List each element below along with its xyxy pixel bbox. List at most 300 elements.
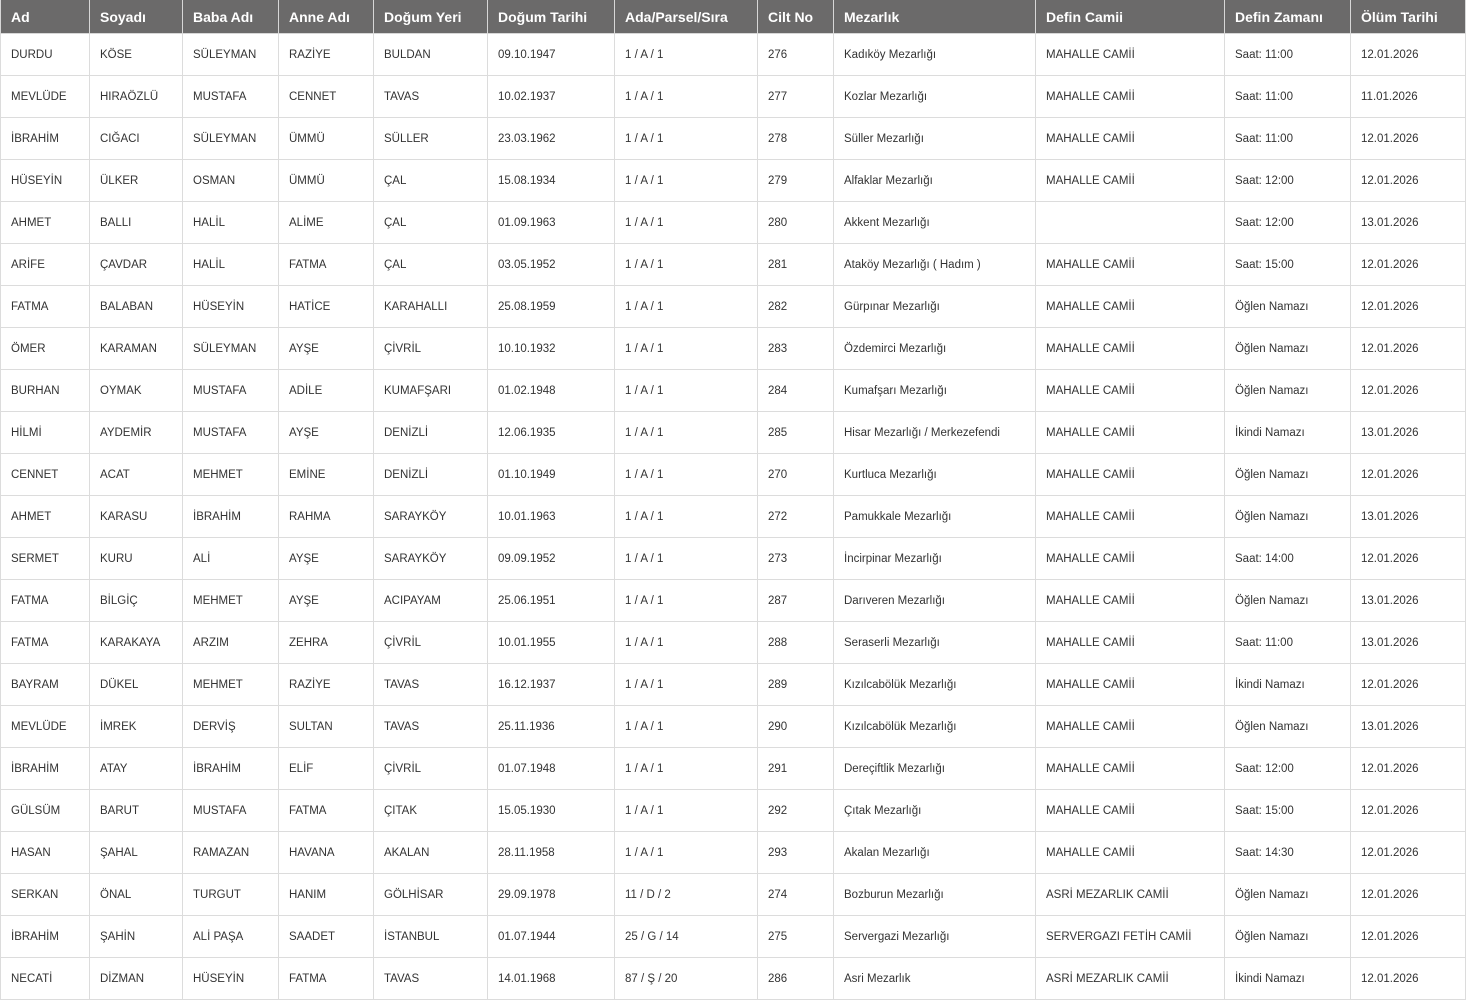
cell-funeral-time: İkindi Namazı — [1225, 412, 1351, 454]
cell-cilt-no: 290 — [758, 706, 834, 748]
table-row — [1, 622, 1466, 664]
cell-cemetery: Bozburun Mezarlığı — [834, 874, 1036, 916]
cell-surname: ŞAHAL — [90, 832, 183, 874]
cell-surname: DÜKEL — [90, 664, 183, 706]
table-row — [1, 454, 1466, 496]
cell-surname: BİLGİÇ — [90, 580, 183, 622]
cell-father-name: MEHMET — [183, 580, 279, 622]
cell-funeral-mosque: MAHALLE CAMİİ — [1036, 328, 1225, 370]
cell-father-name: HÜSEYİN — [183, 286, 279, 328]
cell-father-name: MUSTAFA — [183, 412, 279, 454]
cell-ada-parsel-sira: 1 / A / 1 — [615, 370, 758, 412]
cell-birth-date: 15.08.1934 — [488, 160, 615, 202]
cell-birth-place: ÇİVRİL — [374, 622, 488, 664]
cell-funeral-time: Öğlen Namazı — [1225, 580, 1351, 622]
cell-birth-date: 01.10.1949 — [488, 454, 615, 496]
cell-cilt-no: 292 — [758, 790, 834, 832]
cell-ada-parsel-sira: 1 / A / 1 — [615, 748, 758, 790]
cell-ada-parsel-sira: 1 / A / 1 — [615, 118, 758, 160]
cell-cilt-no: 277 — [758, 76, 834, 118]
cell-first-name: İBRAHİM — [1, 916, 90, 958]
cell-father-name: MEHMET — [183, 664, 279, 706]
cell-first-name: AHMET — [1, 496, 90, 538]
table-row — [1, 202, 1466, 244]
cell-cilt-no: 270 — [758, 454, 834, 496]
table-row — [1, 286, 1466, 328]
cell-death-date: 12.01.2026 — [1351, 118, 1466, 160]
cell-first-name: ARİFE — [1, 244, 90, 286]
cell-birth-date: 29.09.1978 — [488, 874, 615, 916]
cell-birth-place: ÇİVRİL — [374, 748, 488, 790]
cell-surname: KURU — [90, 538, 183, 580]
cell-death-date: 12.01.2026 — [1351, 790, 1466, 832]
cell-birth-date: 25.08.1959 — [488, 286, 615, 328]
cell-funeral-time: Saat: 11:00 — [1225, 622, 1351, 664]
cell-cemetery: Çıtak Mezarlığı — [834, 790, 1036, 832]
cell-death-date: 12.01.2026 — [1351, 958, 1466, 1000]
cell-father-name: OSMAN — [183, 160, 279, 202]
cell-surname: BALLI — [90, 202, 183, 244]
cell-death-date: 13.01.2026 — [1351, 706, 1466, 748]
cell-funeral-mosque — [1036, 202, 1225, 244]
cell-birth-place: TAVAS — [374, 76, 488, 118]
table-row — [1, 370, 1466, 412]
cell-birth-date: 14.01.1968 — [488, 958, 615, 1000]
cell-funeral-mosque: MAHALLE CAMİİ — [1036, 160, 1225, 202]
cell-birth-date: 10.02.1937 — [488, 76, 615, 118]
cell-mother-name: ELİF — [279, 748, 374, 790]
cell-surname: ACAT — [90, 454, 183, 496]
cell-birth-place: SARAYKÖY — [374, 496, 488, 538]
cell-funeral-time: Öğlen Namazı — [1225, 328, 1351, 370]
column-header-mother-name: Anne Adı — [279, 0, 374, 34]
table-header-row — [1, 0, 1466, 34]
column-header-funeral-mosque: Defin Camii — [1036, 0, 1225, 34]
cell-surname: KARASU — [90, 496, 183, 538]
cell-ada-parsel-sira: 1 / A / 1 — [615, 538, 758, 580]
cell-surname: ÖNAL — [90, 874, 183, 916]
cell-death-date: 12.01.2026 — [1351, 748, 1466, 790]
cell-cemetery: Ataköy Mezarlığı ( Hadım ) — [834, 244, 1036, 286]
cell-cemetery: Kızılcabölük Mezarlığı — [834, 706, 1036, 748]
cell-cemetery: Asri Mezarlık — [834, 958, 1036, 1000]
cell-cemetery: Darıveren Mezarlığı — [834, 580, 1036, 622]
cell-first-name: MEVLÜDE — [1, 706, 90, 748]
column-header-cemetery: Mezarlık — [834, 0, 1036, 34]
cell-birth-date: 09.10.1947 — [488, 34, 615, 76]
cell-father-name: İBRAHİM — [183, 496, 279, 538]
cell-mother-name: AYŞE — [279, 538, 374, 580]
cell-first-name: HASAN — [1, 832, 90, 874]
cell-first-name: SERKAN — [1, 874, 90, 916]
cell-ada-parsel-sira: 1 / A / 1 — [615, 664, 758, 706]
cell-funeral-time: Saat: 12:00 — [1225, 160, 1351, 202]
cell-father-name: TURGUT — [183, 874, 279, 916]
cell-birth-date: 23.03.1962 — [488, 118, 615, 160]
cell-funeral-mosque: MAHALLE CAMİİ — [1036, 370, 1225, 412]
table-row — [1, 244, 1466, 286]
cell-mother-name: ADİLE — [279, 370, 374, 412]
cell-cemetery: Kurtluca Mezarlığı — [834, 454, 1036, 496]
cell-cilt-no: 289 — [758, 664, 834, 706]
cell-mother-name: AYŞE — [279, 328, 374, 370]
cell-cemetery: Akalan Mezarlığı — [834, 832, 1036, 874]
cell-mother-name: EMİNE — [279, 454, 374, 496]
cell-birth-place: ÇAL — [374, 244, 488, 286]
column-header-first-name: Ad — [1, 0, 90, 34]
cell-father-name: ARZIM — [183, 622, 279, 664]
cell-birth-place: DENİZLİ — [374, 454, 488, 496]
cell-birth-date: 25.06.1951 — [488, 580, 615, 622]
cell-funeral-time: İkindi Namazı — [1225, 958, 1351, 1000]
cell-birth-place: ÇİVRİL — [374, 328, 488, 370]
cell-funeral-time: İkindi Namazı — [1225, 664, 1351, 706]
cell-surname: İMREK — [90, 706, 183, 748]
table-row — [1, 76, 1466, 118]
cell-birth-place: KARAHALLI — [374, 286, 488, 328]
cell-birth-date: 10.01.1963 — [488, 496, 615, 538]
cell-ada-parsel-sira: 1 / A / 1 — [615, 244, 758, 286]
table-row — [1, 832, 1466, 874]
cell-death-date: 12.01.2026 — [1351, 454, 1466, 496]
cell-birth-place: KUMAFŞARI — [374, 370, 488, 412]
cell-ada-parsel-sira: 1 / A / 1 — [615, 160, 758, 202]
cell-ada-parsel-sira: 11 / D / 2 — [615, 874, 758, 916]
cell-mother-name: RAZİYE — [279, 34, 374, 76]
table-row — [1, 328, 1466, 370]
cell-birth-place: ÇAL — [374, 160, 488, 202]
cell-birth-date: 09.09.1952 — [488, 538, 615, 580]
cell-cemetery: Kumafşarı Mezarlığı — [834, 370, 1036, 412]
cell-first-name: GÜLSÜM — [1, 790, 90, 832]
cell-birth-place: GÖLHİSAR — [374, 874, 488, 916]
cell-funeral-time: Saat: 14:00 — [1225, 538, 1351, 580]
table-row — [1, 580, 1466, 622]
cell-surname: OYMAK — [90, 370, 183, 412]
table-row — [1, 916, 1466, 958]
cell-mother-name: AYŞE — [279, 580, 374, 622]
cell-death-date: 12.01.2026 — [1351, 874, 1466, 916]
cell-ada-parsel-sira: 1 / A / 1 — [615, 286, 758, 328]
cell-cemetery: Hisar Mezarlığı / Merkezefendi — [834, 412, 1036, 454]
cell-cemetery: Kızılcabölük Mezarlığı — [834, 664, 1036, 706]
cell-father-name: SÜLEYMAN — [183, 34, 279, 76]
cell-funeral-mosque: MAHALLE CAMİİ — [1036, 454, 1225, 496]
table-row — [1, 958, 1466, 1000]
cell-father-name: SÜLEYMAN — [183, 328, 279, 370]
cell-first-name: BAYRAM — [1, 664, 90, 706]
cell-first-name: FATMA — [1, 580, 90, 622]
cell-funeral-mosque: MAHALLE CAMİİ — [1036, 832, 1225, 874]
cell-cilt-no: 283 — [758, 328, 834, 370]
cell-death-date: 13.01.2026 — [1351, 622, 1466, 664]
cell-birth-place: TAVAS — [374, 664, 488, 706]
cell-mother-name: SULTAN — [279, 706, 374, 748]
column-header-cilt-no: Cilt No — [758, 0, 834, 34]
cell-death-date: 12.01.2026 — [1351, 160, 1466, 202]
cell-father-name: MEHMET — [183, 454, 279, 496]
cell-first-name: DURDU — [1, 34, 90, 76]
cell-mother-name: ÜMMÜ — [279, 160, 374, 202]
cell-ada-parsel-sira: 1 / A / 1 — [615, 706, 758, 748]
cell-mother-name: RAHMA — [279, 496, 374, 538]
cell-funeral-mosque: MAHALLE CAMİİ — [1036, 286, 1225, 328]
cell-cemetery: Pamukkale Mezarlığı — [834, 496, 1036, 538]
cell-death-date: 13.01.2026 — [1351, 202, 1466, 244]
cell-birth-place: TAVAS — [374, 958, 488, 1000]
cell-birth-place: SÜLLER — [374, 118, 488, 160]
cell-birth-date: 28.11.1958 — [488, 832, 615, 874]
cell-father-name: DERVİŞ — [183, 706, 279, 748]
cell-funeral-time: Saat: 12:00 — [1225, 202, 1351, 244]
cell-birth-place: İSTANBUL — [374, 916, 488, 958]
cell-funeral-time: Öğlen Namazı — [1225, 874, 1351, 916]
cell-father-name: HALİL — [183, 202, 279, 244]
cell-ada-parsel-sira: 87 / Ş / 20 — [615, 958, 758, 1000]
column-header-surname: Soyadı — [90, 0, 183, 34]
cell-cilt-no: 275 — [758, 916, 834, 958]
cell-birth-date: 01.09.1963 — [488, 202, 615, 244]
cell-funeral-time: Öğlen Namazı — [1225, 916, 1351, 958]
table-body — [1, 34, 1466, 1000]
cell-cilt-no: 279 — [758, 160, 834, 202]
cell-birth-date: 25.11.1936 — [488, 706, 615, 748]
cell-cilt-no: 291 — [758, 748, 834, 790]
cell-death-date: 12.01.2026 — [1351, 538, 1466, 580]
cell-cilt-no: 281 — [758, 244, 834, 286]
cell-cilt-no: 284 — [758, 370, 834, 412]
cell-first-name: MEVLÜDE — [1, 76, 90, 118]
cell-mother-name: ZEHRA — [279, 622, 374, 664]
cell-father-name: HÜSEYİN — [183, 958, 279, 1000]
cell-birth-place: ÇITAK — [374, 790, 488, 832]
cell-mother-name: SAADET — [279, 916, 374, 958]
cell-father-name: İBRAHİM — [183, 748, 279, 790]
cell-funeral-mosque: MAHALLE CAMİİ — [1036, 412, 1225, 454]
cell-father-name: HALİL — [183, 244, 279, 286]
cell-birth-date: 03.05.1952 — [488, 244, 615, 286]
table-row — [1, 538, 1466, 580]
cell-death-date: 13.01.2026 — [1351, 496, 1466, 538]
cell-death-date: 12.01.2026 — [1351, 286, 1466, 328]
cell-funeral-mosque: MAHALLE CAMİİ — [1036, 496, 1225, 538]
cell-mother-name: RAZİYE — [279, 664, 374, 706]
column-header-birth-date: Doğum Tarihi — [488, 0, 615, 34]
table-row — [1, 160, 1466, 202]
cell-funeral-time: Saat: 11:00 — [1225, 76, 1351, 118]
cell-first-name: SERMET — [1, 538, 90, 580]
cell-birth-date: 16.12.1937 — [488, 664, 615, 706]
cell-death-date: 13.01.2026 — [1351, 412, 1466, 454]
cell-birth-place: ACIPAYAM — [374, 580, 488, 622]
cell-funeral-mosque: MAHALLE CAMİİ — [1036, 118, 1225, 160]
cell-cemetery: Özdemirci Mezarlığı — [834, 328, 1036, 370]
cell-death-date: 12.01.2026 — [1351, 328, 1466, 370]
cell-mother-name: FATMA — [279, 958, 374, 1000]
cell-ada-parsel-sira: 1 / A / 1 — [615, 328, 758, 370]
cell-funeral-time: Öğlen Namazı — [1225, 454, 1351, 496]
cell-first-name: NECATİ — [1, 958, 90, 1000]
cell-cemetery: İncirpinar Mezarlığı — [834, 538, 1036, 580]
column-header-funeral-time: Defin Zamanı — [1225, 0, 1351, 34]
cell-surname: BALABAN — [90, 286, 183, 328]
cell-first-name: ÖMER — [1, 328, 90, 370]
cell-birth-date: 01.07.1948 — [488, 748, 615, 790]
cell-funeral-time: Saat: 11:00 — [1225, 34, 1351, 76]
cell-surname: HIRAÖZLÜ — [90, 76, 183, 118]
cell-ada-parsel-sira: 1 / A / 1 — [615, 202, 758, 244]
cell-surname: BARUT — [90, 790, 183, 832]
cell-ada-parsel-sira: 1 / A / 1 — [615, 580, 758, 622]
cell-surname: ATAY — [90, 748, 183, 790]
cell-cilt-no: 287 — [758, 580, 834, 622]
cell-first-name: FATMA — [1, 622, 90, 664]
cell-funeral-mosque: MAHALLE CAMİİ — [1036, 76, 1225, 118]
cell-mother-name: CENNET — [279, 76, 374, 118]
cell-father-name: MUSTAFA — [183, 370, 279, 412]
table-row — [1, 706, 1466, 748]
cell-first-name: AHMET — [1, 202, 90, 244]
table-row — [1, 748, 1466, 790]
cell-mother-name: AYŞE — [279, 412, 374, 454]
cell-funeral-mosque: MAHALLE CAMİİ — [1036, 34, 1225, 76]
cell-cemetery: Seraserli Mezarlığı — [834, 622, 1036, 664]
cell-birth-place: TAVAS — [374, 706, 488, 748]
cell-funeral-time: Saat: 15:00 — [1225, 244, 1351, 286]
cell-funeral-mosque: MAHALLE CAMİİ — [1036, 790, 1225, 832]
cell-cilt-no: 274 — [758, 874, 834, 916]
cell-surname: ÜLKER — [90, 160, 183, 202]
cell-father-name: SÜLEYMAN — [183, 118, 279, 160]
cell-father-name: RAMAZAN — [183, 832, 279, 874]
cell-ada-parsel-sira: 1 / A / 1 — [615, 34, 758, 76]
cell-first-name: BURHAN — [1, 370, 90, 412]
cell-mother-name: ALİME — [279, 202, 374, 244]
cell-cemetery: Servergazi Mezarlığı — [834, 916, 1036, 958]
cell-death-date: 12.01.2026 — [1351, 916, 1466, 958]
cell-ada-parsel-sira: 1 / A / 1 — [615, 790, 758, 832]
cell-funeral-mosque: ASRİ MEZARLIK CAMİİ — [1036, 958, 1225, 1000]
cell-first-name: CENNET — [1, 454, 90, 496]
cell-ada-parsel-sira: 1 / A / 1 — [615, 496, 758, 538]
cell-mother-name: FATMA — [279, 244, 374, 286]
table-row — [1, 118, 1466, 160]
cell-father-name: ALİ PAŞA — [183, 916, 279, 958]
cell-mother-name: ÜMMÜ — [279, 118, 374, 160]
cell-ada-parsel-sira: 25 / G / 14 — [615, 916, 758, 958]
cell-cemetery: Kadıköy Mezarlığı — [834, 34, 1036, 76]
table-row — [1, 664, 1466, 706]
cell-birth-place: AKALAN — [374, 832, 488, 874]
cell-funeral-time: Saat: 14:30 — [1225, 832, 1351, 874]
column-header-father-name: Baba Adı — [183, 0, 279, 34]
cell-funeral-mosque: MAHALLE CAMİİ — [1036, 622, 1225, 664]
cell-birth-place: SARAYKÖY — [374, 538, 488, 580]
cell-surname: KARAKAYA — [90, 622, 183, 664]
cell-cemetery: Süller Mezarlığı — [834, 118, 1036, 160]
cell-ada-parsel-sira: 1 / A / 1 — [615, 76, 758, 118]
table-row — [1, 874, 1466, 916]
column-header-death-date: Ölüm Tarihi — [1351, 0, 1466, 34]
cell-surname: AYDEMİR — [90, 412, 183, 454]
cell-cilt-no: 288 — [758, 622, 834, 664]
cell-surname: ÇAVDAR — [90, 244, 183, 286]
cell-death-date: 12.01.2026 — [1351, 664, 1466, 706]
cell-first-name: HİLMİ — [1, 412, 90, 454]
cell-death-date: 12.01.2026 — [1351, 832, 1466, 874]
cell-cilt-no: 282 — [758, 286, 834, 328]
cell-surname: DİZMAN — [90, 958, 183, 1000]
cell-funeral-mosque: SERVERGAZI FETİH CAMİİ — [1036, 916, 1225, 958]
cell-birth-date: 01.07.1944 — [488, 916, 615, 958]
cell-cilt-no: 286 — [758, 958, 834, 1000]
cell-birth-place: BULDAN — [374, 34, 488, 76]
cell-death-date: 13.01.2026 — [1351, 580, 1466, 622]
cell-funeral-time: Saat: 12:00 — [1225, 748, 1351, 790]
cell-funeral-mosque: MAHALLE CAMİİ — [1036, 706, 1225, 748]
cell-cilt-no: 278 — [758, 118, 834, 160]
cell-death-date: 12.01.2026 — [1351, 34, 1466, 76]
cell-mother-name: FATMA — [279, 790, 374, 832]
cell-father-name: MUSTAFA — [183, 790, 279, 832]
cell-death-date: 11.01.2026 — [1351, 76, 1466, 118]
cell-cemetery: Kozlar Mezarlığı — [834, 76, 1036, 118]
cell-ada-parsel-sira: 1 / A / 1 — [615, 622, 758, 664]
cell-cilt-no: 272 — [758, 496, 834, 538]
cell-birth-date: 10.10.1932 — [488, 328, 615, 370]
cell-cilt-no: 293 — [758, 832, 834, 874]
cell-cemetery: Alfaklar Mezarlığı — [834, 160, 1036, 202]
cell-cilt-no: 285 — [758, 412, 834, 454]
cell-death-date: 12.01.2026 — [1351, 370, 1466, 412]
cell-birth-date: 15.05.1930 — [488, 790, 615, 832]
cell-birth-place: DENİZLİ — [374, 412, 488, 454]
cell-surname: CIĞACI — [90, 118, 183, 160]
cell-funeral-mosque: MAHALLE CAMİİ — [1036, 748, 1225, 790]
cell-ada-parsel-sira: 1 / A / 1 — [615, 454, 758, 496]
cell-funeral-time: Öğlen Namazı — [1225, 496, 1351, 538]
cell-birth-date: 10.01.1955 — [488, 622, 615, 664]
cell-funeral-mosque: MAHALLE CAMİİ — [1036, 244, 1225, 286]
cell-surname: ŞAHİN — [90, 916, 183, 958]
cell-first-name: HÜSEYİN — [1, 160, 90, 202]
cell-funeral-mosque: MAHALLE CAMİİ — [1036, 580, 1225, 622]
cell-cilt-no: 276 — [758, 34, 834, 76]
cell-birth-date: 12.06.1935 — [488, 412, 615, 454]
cell-mother-name: HANIM — [279, 874, 374, 916]
cell-cemetery: Akkent Mezarlığı — [834, 202, 1036, 244]
column-header-ada-parsel-sira: Ada/Parsel/Sıra — [615, 0, 758, 34]
cell-cemetery: Gürpınar Mezarlığı — [834, 286, 1036, 328]
cell-birth-date: 01.02.1948 — [488, 370, 615, 412]
cell-mother-name: HAVANA — [279, 832, 374, 874]
cell-father-name: MUSTAFA — [183, 76, 279, 118]
cell-cilt-no: 273 — [758, 538, 834, 580]
cell-ada-parsel-sira: 1 / A / 1 — [615, 412, 758, 454]
cell-death-date: 12.01.2026 — [1351, 244, 1466, 286]
cell-funeral-time: Saat: 15:00 — [1225, 790, 1351, 832]
cell-first-name: FATMA — [1, 286, 90, 328]
table-row — [1, 790, 1466, 832]
cell-funeral-time: Öğlen Namazı — [1225, 286, 1351, 328]
cell-cemetery: Dereçiftlik Mezarlığı — [834, 748, 1036, 790]
cell-first-name: İBRAHİM — [1, 118, 90, 160]
cell-first-name: İBRAHİM — [1, 748, 90, 790]
cell-funeral-mosque: MAHALLE CAMİİ — [1036, 664, 1225, 706]
column-header-birth-place: Doğum Yeri — [374, 0, 488, 34]
cell-surname: KARAMAN — [90, 328, 183, 370]
cell-ada-parsel-sira: 1 / A / 1 — [615, 832, 758, 874]
